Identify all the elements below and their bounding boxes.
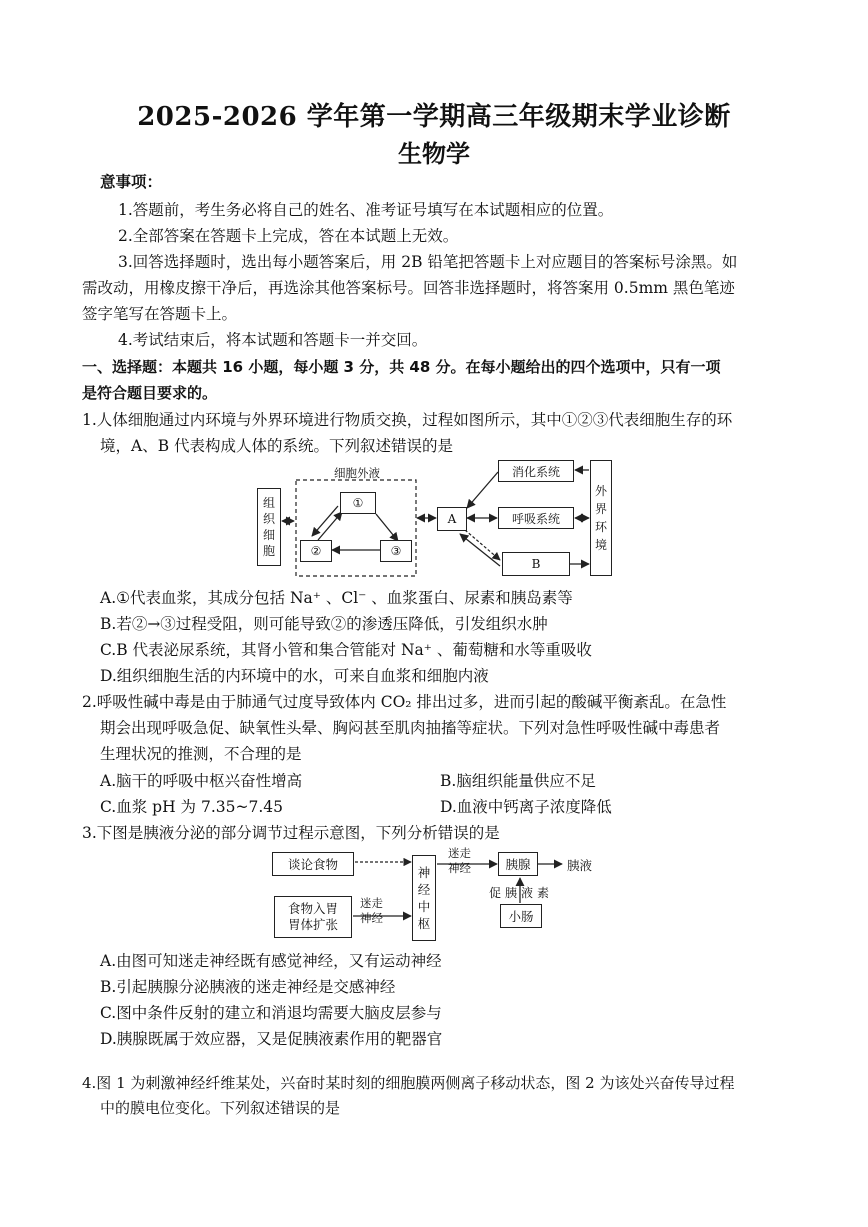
system-a-box: A <box>437 507 467 531</box>
q1-option-b: B.若②→③过程受阻，则可能导致②的渗透压降低，引发组织水肿 <box>100 615 548 633</box>
node-3: ③ <box>380 540 412 562</box>
q1-stem-line1: 1.人体细胞通过内环境与外界环境进行物质交换，过程如图所示，其中①②③代表细胞生存的环 <box>82 411 733 429</box>
q2-option-c: C.血浆 pH 为 7.35~7.45 <box>100 798 283 816</box>
q1-option-a: A.①代表血浆，其成分包括 Na⁺ 、Cl⁻ 、血浆蛋白、尿素和胰岛素等 <box>100 589 573 607</box>
vagus-nerve-efferent-label: 迷走 神经 <box>448 846 471 875</box>
notice-item-3: 3.回答选择题时，选出每小题答案后，用 2B 铅笔把答题卡上对应题目的答案标号涂黑。如 <box>118 253 738 271</box>
vagus-nerve-afferent-label: 迷走 神经 <box>360 896 383 925</box>
notice-item-2: 2.全部答案在答题卡上完成，答在本试题上无效。 <box>118 227 459 245</box>
tissue-cell-box: 组 织 细 胞 <box>257 488 281 566</box>
q2-stem-line3: 生理状况的推测，不合理的是 <box>100 745 302 763</box>
q3-option-b: B.引起胰腺分泌胰液的迷走神经是交感神经 <box>100 978 396 996</box>
q1-option-d: D.组织细胞生活的内环境中的水，可来自血浆和细胞内液 <box>100 667 489 685</box>
q1-stem-line2: 境，A、B 代表构成人体的系统。下列叙述错误的是 <box>100 437 454 455</box>
external-environment-box: 外 界 环 境 <box>590 460 612 576</box>
respiratory-system-box: 呼吸系统 <box>498 507 574 529</box>
q2-option-a: A.脑干的呼吸中枢兴奋性增高 <box>100 772 303 790</box>
notice-item-4: 4.考试结束后，将本试题和答题卡一并交回。 <box>118 331 428 349</box>
q3-option-c: C.图中条件反射的建立和消退均需要大脑皮层参与 <box>100 1004 442 1022</box>
stomach-distension-box: 食物入胃 胃体扩张 <box>274 896 352 938</box>
system-b-box: B <box>502 552 570 576</box>
pancreas-box: 胰腺 <box>498 852 538 876</box>
notice-item-1: 1.答题前，考生务必将自己的姓名、准考证号填写在本试题相应的位置。 <box>118 201 614 219</box>
secretin-label: 促胰液素 <box>489 886 554 900</box>
notice-item-3-cont-2: 签字笔写在答题卡上。 <box>82 305 238 323</box>
section-heading-line1: 一、选择题：本题共 16 小题，每小题 3 分，共 48 分。在每小题给出的四个选项中，只有一项 <box>82 358 721 376</box>
q3-stem: 3.下图是胰液分泌的部分调节过程示意图，下列分析错误的是 <box>82 824 500 842</box>
subject-title: 生物学 <box>398 140 470 168</box>
section-heading-line2: 是符合题目要求的。 <box>82 384 218 402</box>
node-1-plasma: ① <box>340 492 376 514</box>
exam-title: 2025-2026 学年第一学期高三年级期末学业诊断 <box>137 102 731 132</box>
q2-stem-line2: 期会出现呼吸急促、缺氧性头晕、胸闷甚至肌肉抽搐等症状。下列对急性呼吸性碱中毒患者 <box>100 719 721 737</box>
digestive-system-box: 消化系统 <box>498 460 574 482</box>
notice-heading: 意事项： <box>100 173 163 191</box>
q2-option-d: D.血液中钙离子浓度降低 <box>440 798 612 816</box>
talk-food-box: 谈论食物 <box>272 852 354 876</box>
q3-option-a: A.由图可知迷走神经既有感觉神经，又有运动神经 <box>100 952 442 970</box>
node-2: ② <box>300 540 332 562</box>
nerve-center-box: 神 经 中 枢 <box>412 855 436 941</box>
q4-stem-line1: 4.图 1 为刺激神经纤维某处，兴奋时某时刻的细胞膜两侧离子移动状态，图 2 为该处兴奋传导过程 <box>82 1074 735 1092</box>
small-intestine-box: 小肠 <box>500 904 542 928</box>
q2-stem-line1: 2.呼吸性碱中毒是由于肺通气过度导致体内 CO₂ 排出过多，进而引起的酸碱平衡紊乱。在急性 <box>82 693 727 711</box>
notice-item-3-cont-1: 需改动，用橡皮擦干净后，再选涂其他答案标号。回答非选择题时，将答案用 0.5mm 黑色笔迹 <box>82 279 735 297</box>
pancreatic-juice-label: 胰液 <box>567 858 593 873</box>
q3-option-d: D.胰腺既属于效应器，又是促胰液素作用的靶器官 <box>100 1030 443 1048</box>
q1-option-c: C.B 代表泌尿系统，其肾小管和集合管能对 Na⁺ 、葡萄糖和水等重吸收 <box>100 641 592 659</box>
q2-option-b: B.脑组织能量供应不足 <box>440 772 596 790</box>
q4-stem-line2: 中的膜电位变化。下列叙述错误的是 <box>100 1099 341 1117</box>
ecf-label: 细胞外液 <box>334 466 380 480</box>
